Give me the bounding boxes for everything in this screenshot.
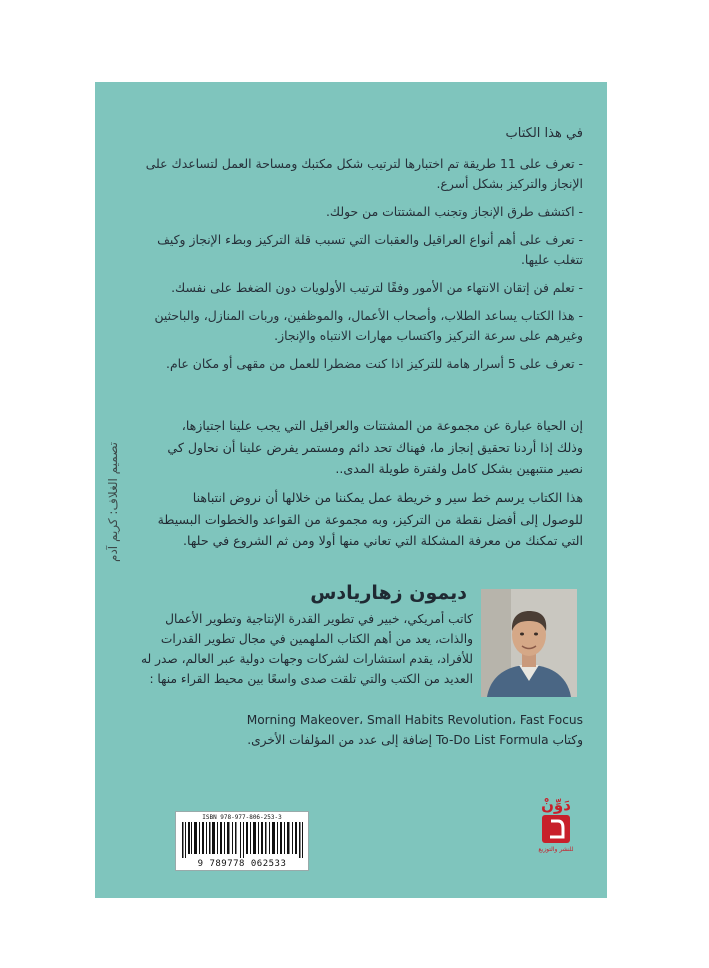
feature-item: - تعلم فن إتقان الانتهاء من الأمور وفقًا لترتيب الأولويات دون الضغط على نفسك. [171, 280, 583, 295]
feature-item: - تعرف على 5 أسرار هامة للتركيز اذا كنت مضطرا للعمل من مقهى أو مكان عام. [166, 356, 583, 371]
author-name: ديمون زهاريادس [310, 582, 467, 604]
works-prefix: وكتاب [552, 733, 583, 747]
publisher-mark-icon [542, 815, 570, 843]
back-cover [95, 82, 607, 898]
feature-item: - تعرف على 11 طريقة تم اختبارها لترتيب شكل مكتبك ومساحة العمل لتساعدك على الإنجاز والتركيز بشكل أسرع. [145, 156, 583, 191]
publisher-tagline: للنشر والتوزيع [538, 846, 574, 853]
intro-heading: في هذا الكتاب [505, 126, 583, 141]
description-paragraph: إن الحياة عبارة عن مجموعة من المشتتات والعراقيل التي يجب علينا اجتيازها، وذلك إذا أردنا تحقيق إنجاز ما، فهناك تحد دائم ومستمر يفرض علينا أن نحاول كي نصير منتبهين بشكل كامل ولفترة طويلة المدى.. [167, 418, 583, 476]
feature-item: - هذا الكتاب يساعد الطلاب، وأصحاب الأعمال، والموظفين، وربات المنازل، والباحثين وغيرهم على سرعة التركيز واكتساب مهارات الانتباه والإنجاز. [154, 308, 583, 343]
description-paragraph: هذا الكتاب يرسم خط سير و خريطة عمل يمكننا من خلالها أن نروض انتباهنا للوصول إلى أفضل نقطة من التركيز، وبه مجموعة من القواعد والخطوات البسيطة التي تمكنك من معرفة المشكلة التي تعاني منها أولا ومن ثم الشروع في حلها. [157, 490, 583, 548]
isbn-label: ISBN 978-977-806-253-3 [202, 814, 282, 821]
author-portrait-icon [481, 589, 577, 697]
barcode-bars-icon [182, 822, 304, 858]
author-photo [481, 589, 577, 697]
other-works [135, 710, 583, 750]
isbn-digits: 9 789778 062533 [197, 859, 287, 869]
works-titles: Morning Makeover، Small Habits Revolution، Fast Focus [246, 713, 583, 727]
publisher-logo [534, 796, 578, 858]
feature-item: - تعرف على أهم أنواع العراقيل والعقبات التي تسبب قلة التركيز وبطء الإنجاز وكيف تتغلب عليها. [157, 232, 583, 267]
publisher-name: دَوِّنْ [541, 796, 571, 814]
isbn-barcode [175, 811, 309, 871]
author-bio: كاتب أمريكي، خبير في تطوير القدرة الإنتاجية وتطوير الأعمال والذات، يعد من أهم الكتاب الملهمين في مجال تطوير القدرات للأفراد، يقدم استشارات لشركات وجهات دولية عبر العالم، صدر له العديد من الكتب والتي تلقت صدى واسعًا بين محيط القراء منها : [140, 612, 473, 686]
works-suffix: إضافة إلى عدد من المؤلفات الأخرى. [247, 733, 433, 747]
works-title: To-Do List Formula [435, 733, 549, 747]
feature-list [139, 154, 583, 382]
feature-item: - اكتشف طرق الإنجاز وتجنب المشتتات من حولك. [325, 204, 583, 219]
credit-text: تصميم الغلاف: كريم آدم [106, 442, 120, 562]
cover-design-credit [95, 412, 131, 592]
